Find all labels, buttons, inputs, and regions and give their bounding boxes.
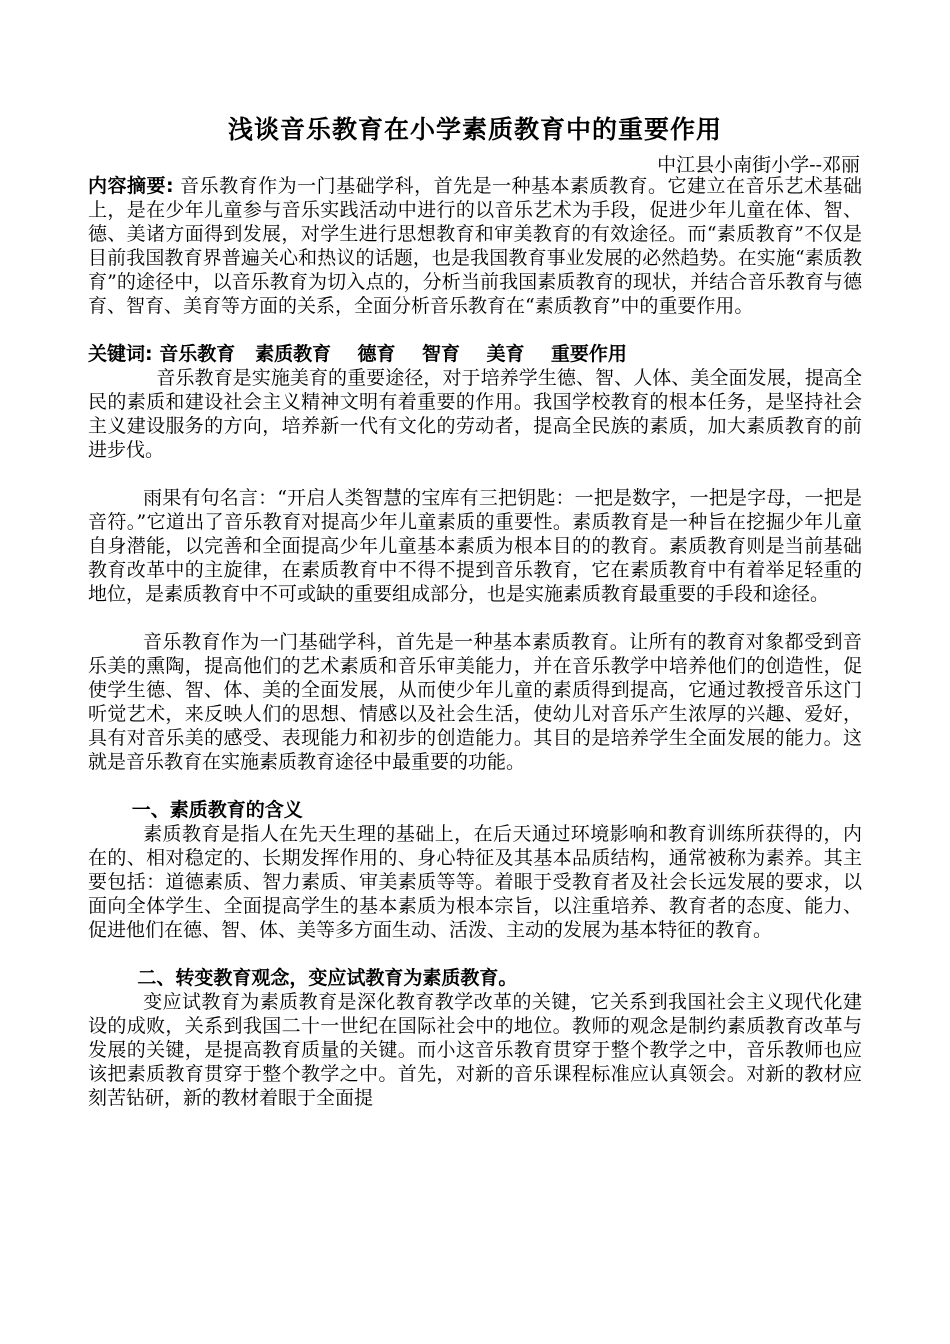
paragraph-3: 音乐教育作为一门基础学科，首先是一种基本素质教育。让所有的教育对象都受到音乐美的熏陶，提高他们的艺术素质和音乐审美能力，并在音乐教学中培养他们的创造性，促使学生德、智、体、美的全面发展，从而使少年儿童的素质得到提高，它通过教授音乐这门听觉艺术，来反映人们的思想、情感以及社会生活，使幼儿对音乐产生浓厚的兴趣、爱好，具有对音乐美的感受、表现能力和初步的创造能力。其目的是培养学生全面发展的能力。这就是音乐教育在实施素质教育途径中最重要的功能。 [88,631,862,773]
paragraph-1: 音乐教育是实施美育的重要途径，对于培养学生德、智、人体、美全面发展，提高全民的素质和建设社会主义精神文明有着重要的作用。我国学校教育的根本任务，是坚持社会主义建设服务的方向，培养新一代有文化的劳动者，提高全民族的素质，加大素质教育的前进步伐。 [88,367,862,461]
section-1-heading: 一、素质教育的含义 [131,799,303,821]
section-2-text: 变应试教育为素质教育是深化教育教学改革的关键，它关系到我国社会主义现代化建设的成败，关系到我国二十一世纪在国际社会中的地位。教师的观念是制约素质教育改革与发展的关键，是提高教育质量的关键。而小这音乐教育贯穿于整个教学之中，音乐教师也应该把素质教育贯穿于整个教学之中。首先，对新的音乐课程标准应认真领会。对新的教材应刻苦钻研，新的教材着眼于全面提 [88,991,862,1109]
abstract-text: 音乐教育作为一门基础学科，首先是一种基本素质教育。它建立在音乐艺术基础上，是在少年儿童参与音乐实践活动中进行的以音乐艺术为手段，促进少年儿童在体、智、德、美诸方面得到发展，对学生进行思想教育和审美教育的有效途径。而“素质教育”不仅是目前我国教育界普遍关心和热议的话题，也是我国教育事业发展的必然趋势。在实施“素质教育”的途径中，以音乐教育为切入点的，分析当前我国素质教育的现状，并结合音乐教育与德育、智育、美育等方面的关系，全面分析音乐教育在“素质教育”中的重要作用。 [88,175,862,317]
section-1-text: 素质教育是指人在先天生理的基础上，在后天通过环境影响和教育训练所获得的，内在的、相对稳定的、长期发挥作用的、身心特征及其基本品质结构，通常被称为素养。其主要包括：道德素质、智力素质、审美素质等等。着眼于受教育者及社会长远发展的要求，以面向全体学生、全面提高学生的基本素质为根本宗旨，以注重培养、教育者的态度、能力、促进他们在德、智、体、美等多方面生动、活泼、主动的发展为基本特征的教育。 [88,823,862,941]
author-line: 中江县小南街小学--邓丽 [657,154,860,176]
abstract-paragraph [88,174,862,318]
document-body [88,174,862,1110]
keywords-label: 关键词: [88,343,153,365]
abstract-label: 内容摘要: [88,175,174,197]
paragraph-2: 雨果有句名言：“开启人类智慧的宝库有三把钥匙：一把是数字，一把是字母，一把是音符。”它道出了音乐教育对提高少年儿童素质的重要性。素质教育是一种旨在挖掘少年儿童自身潜能，以完善和全面提高少年儿童基本素质为根本目的的教育。素质教育则是当前基础教育改革中的主旋律，在素质教育中不得不提到音乐教育，它在素质教育中有着举足轻重的地位，是素质教育中不可或缺的重要组成部分，也是实施素质教育最重要的手段和途径。 [88,487,862,605]
keywords-text: 音乐教育 素质教育 德育 智育 美育 重要作用 [152,343,627,365]
document-title: 浅谈音乐教育在小学素质教育中的重要作用 [227,115,722,144]
section-2-heading: 二、转变教育观念，变应试教育为素质教育。 [137,967,518,989]
keywords-line [88,342,862,366]
